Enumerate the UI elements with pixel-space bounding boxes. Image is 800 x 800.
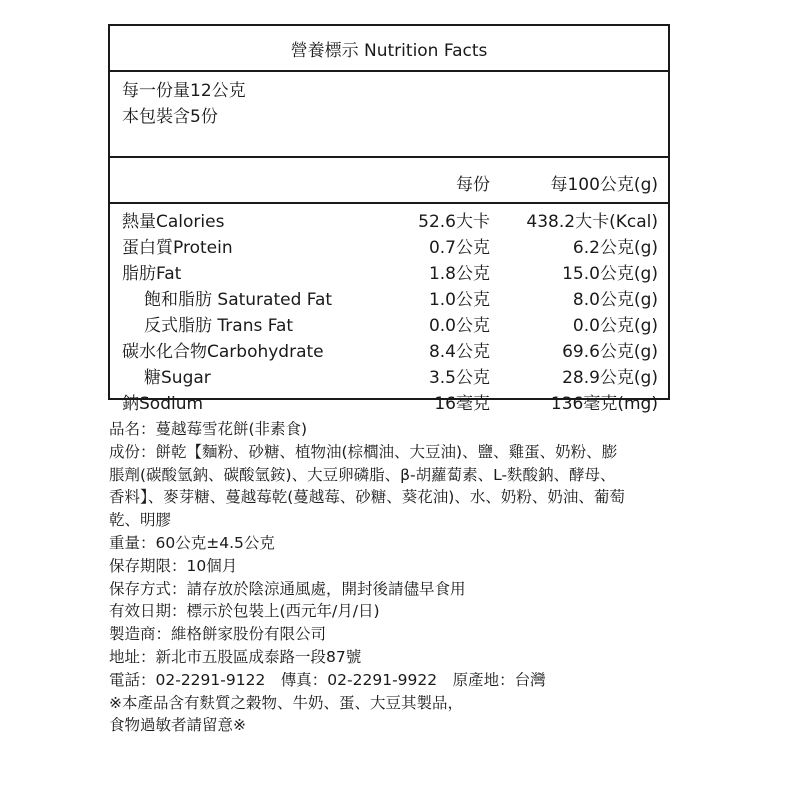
nutrient-row-saturated-fat — [110, 282, 668, 308]
nutrient-name: 蛋白質Protein — [122, 238, 233, 258]
nutrient-row-sugar — [110, 360, 668, 386]
nutrient-row-calories — [110, 204, 668, 230]
ingredients-line: 脹劑(碳酸氫鈉、碳酸氫銨)、大豆卵磷脂、β-胡蘿蔔素、L-麩酸鈉、酵母、 — [109, 465, 616, 484]
nutrient-row-trans-fat — [110, 308, 668, 334]
expiry-date: 有效日期：標示於包裝上(西元年/月/日) — [109, 602, 380, 621]
nutrient-rows — [110, 204, 668, 412]
net-weight: 重量：60公克±4.5公克 — [109, 533, 275, 552]
nutrient-name: 反式脂肪 Trans Fat — [144, 316, 294, 336]
nutrient-row-carbohydrate — [110, 334, 668, 360]
per-100g-header: 每100公克(g) — [550, 175, 658, 195]
column-header-row — [110, 158, 668, 204]
nutrient-name: 鈉Sodium — [122, 394, 204, 414]
nutrient-per-serving: 16毫克 — [434, 394, 490, 414]
ingredients-line: 香料】、麥芽糖、蔓越莓乾(蔓越莓、砂糖、葵花油)、水、奶粉、奶油、葡萄 — [109, 488, 625, 507]
product-name: 品名：蔓越莓雪花餅(非素食) — [109, 420, 308, 438]
nutrient-per-100g: 15.0公克(g) — [562, 264, 658, 284]
allergen-warning: 食物過敏者請留意※ — [109, 716, 246, 735]
nutrient-per-serving: 3.5公克 — [428, 368, 490, 388]
nutrition-facts-panel — [108, 24, 670, 414]
nutrient-per-100g: 8.0公克(g) — [572, 290, 658, 310]
servings-per-package: 本包裝含5份 — [122, 107, 218, 127]
ingredients-line: 成份：餅乾【麵粉、砂糖、植物油(棕櫚油、大豆油)、鹽、雞蛋、奶粉、膨 — [109, 442, 618, 461]
nutrient-name: 熱量Calories — [122, 212, 225, 232]
nutrition-title-section — [110, 26, 668, 72]
shelf-life: 保存期限：10個月 — [109, 556, 238, 575]
nutrition-title: 營養標示 Nutrition Facts — [290, 40, 488, 61]
nutrient-per-100g: 69.6公克(g) — [562, 342, 658, 362]
storage-method: 保存方式：請存放於陰涼通風處，開封後請儘早食用 — [109, 579, 466, 598]
nutrient-name: 脂肪Fat — [122, 264, 182, 284]
nutrient-per-100g: 28.9公克(g) — [562, 368, 658, 388]
nutrient-per-100g: 136毫克(mg) — [550, 394, 658, 414]
manufacturer: 製造商：維格餅家股份有限公司 — [109, 625, 327, 644]
nutrient-per-100g: 6.2公克(g) — [572, 238, 658, 258]
nutrient-per-serving: 52.6大卡 — [418, 212, 490, 232]
per-serving-header: 每份 — [456, 175, 490, 195]
nutrient-per-serving: 1.8公克 — [428, 264, 490, 284]
product-info-block — [109, 418, 681, 737]
contact-and-origin: 電話：02-2291-9122 傳真：02-2291-9922 原產地：台灣 — [109, 670, 546, 689]
nutrient-row-sodium — [110, 386, 668, 412]
serving-info-section — [110, 72, 668, 158]
nutrient-per-serving: 1.0公克 — [428, 290, 490, 310]
nutrient-per-serving: 0.7公克 — [428, 238, 490, 258]
nutrient-per-100g: 0.0公克(g) — [572, 316, 658, 336]
nutrient-row-fat — [110, 256, 668, 282]
nutrient-name: 飽和脂肪 Saturated Fat — [144, 290, 333, 310]
nutrient-name: 糖Sugar — [144, 368, 211, 388]
serving-size: 每一份量12公克 — [122, 81, 246, 101]
nutrient-per-serving: 0.0公克 — [428, 316, 490, 336]
nutrient-row-protein — [110, 230, 668, 256]
allergen-warning: ※本產品含有麩質之穀物、牛奶、蛋、大豆其製品， — [109, 693, 463, 712]
nutrient-per-100g: 438.2大卡(Kcal) — [526, 212, 658, 232]
nutrient-per-serving: 8.4公克 — [428, 342, 490, 362]
nutrient-name: 碳水化合物Carbohydrate — [122, 342, 324, 362]
ingredients-line: 乾、明膠 — [109, 511, 172, 530]
address: 地址：新北市五股區成泰路一段87號 — [109, 647, 362, 666]
